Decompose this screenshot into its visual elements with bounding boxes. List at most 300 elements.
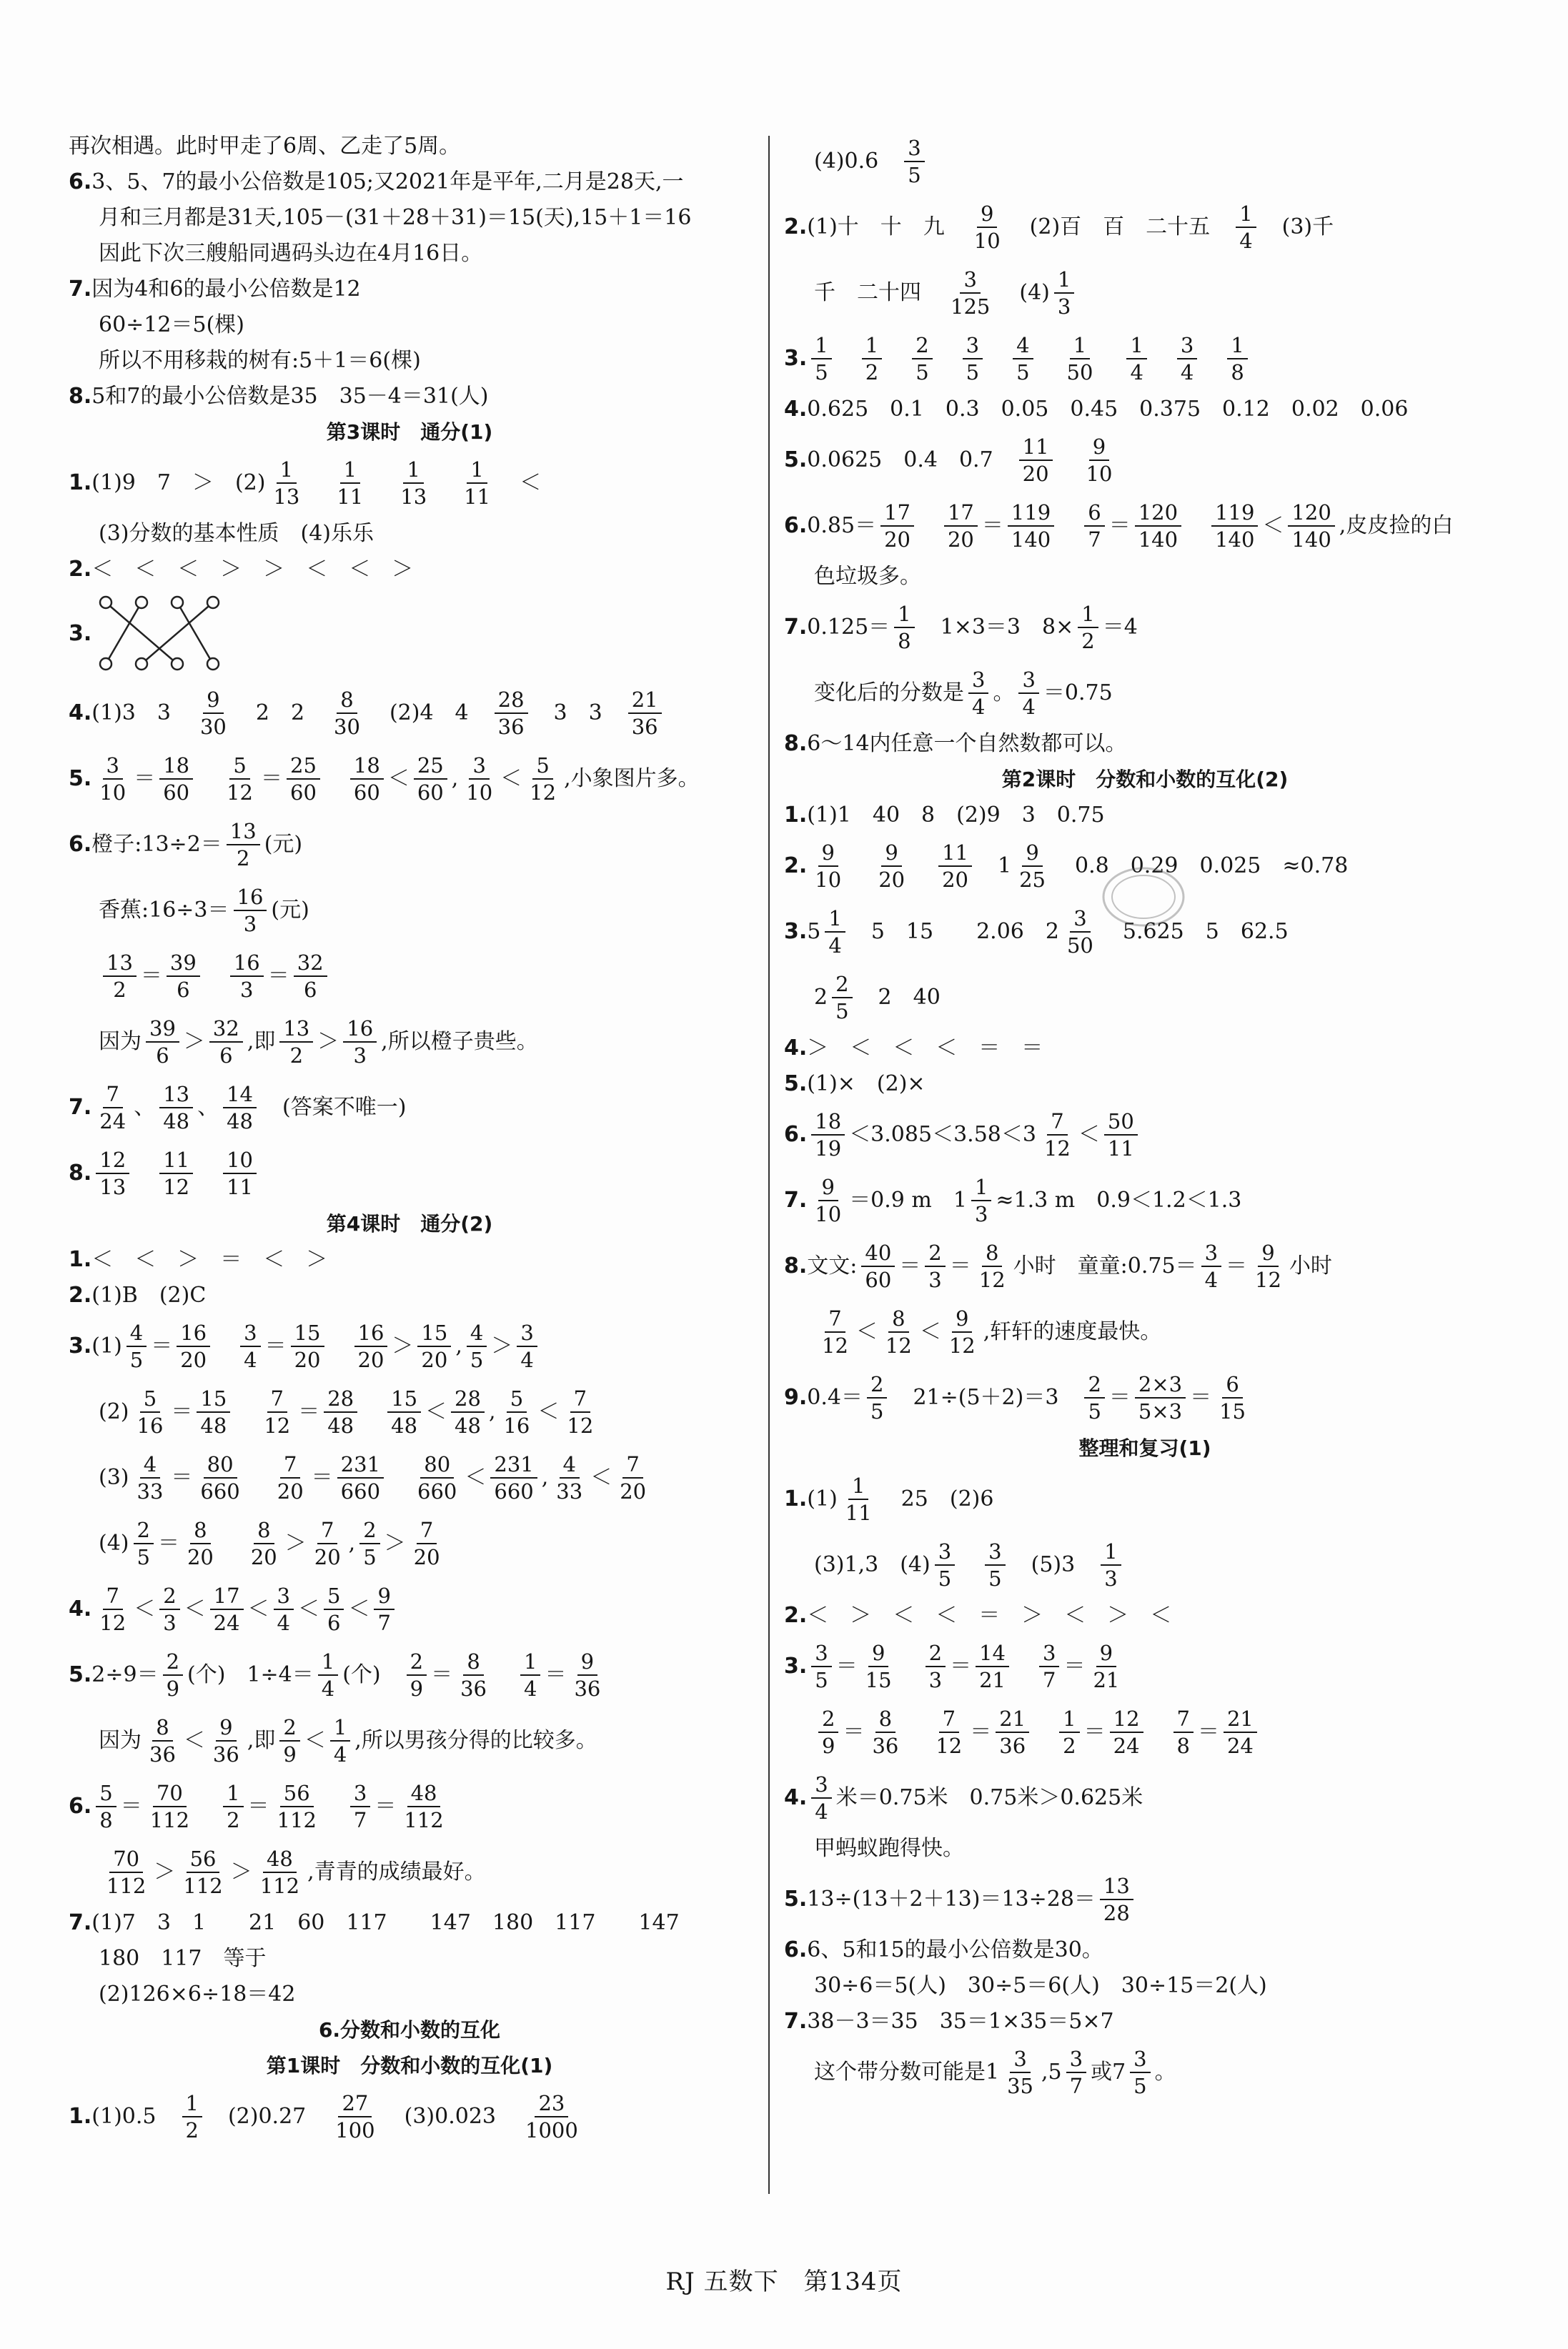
match-line: [106, 602, 142, 664]
answer-line: [69, 746, 750, 812]
fraction: [1135, 1371, 1186, 1424]
answer-text: 60÷12＝5(棵): [99, 312, 244, 337]
answer-text: [906, 1717, 928, 1748]
answer-text: 。: [993, 680, 1015, 705]
denominator: 660: [417, 1479, 457, 1504]
answer-text: ＞: [317, 1029, 339, 1054]
numerator: 11: [938, 840, 972, 867]
fraction: [279, 1015, 313, 1068]
numerator: 17: [210, 1583, 244, 1610]
question-number: 1.: [69, 2104, 92, 2129]
fraction: [410, 1517, 444, 1570]
answer-text: (个): [342, 1662, 402, 1687]
answer-line: [69, 164, 750, 200]
fraction: [1063, 332, 1097, 385]
answer-text: ＞: [491, 1334, 513, 1359]
answer-text: 0.125＝: [807, 615, 890, 640]
numerator: 16: [230, 950, 264, 977]
question-number: 6.: [784, 1122, 808, 1147]
numerator: 3: [240, 1320, 260, 1347]
denominator: 5: [988, 1566, 1002, 1591]
answer-text: [900, 1651, 921, 1682]
fraction: [996, 1706, 1029, 1759]
answer-text: (3)0.023: [382, 2104, 517, 2129]
denominator: 4: [244, 1348, 257, 1372]
denominator: 112: [259, 1874, 300, 1898]
fraction: [146, 1015, 179, 1068]
numerator: 48: [407, 1780, 441, 1807]
numerator: 9: [1096, 1640, 1116, 1667]
numerator: 25: [287, 753, 320, 780]
numerator: 1: [1126, 332, 1146, 359]
answer-text: ＜3.085＜3.58＜3: [849, 1122, 1036, 1147]
fraction: [163, 1649, 183, 1702]
denominator: 112: [106, 1874, 147, 1898]
denominator: 36: [574, 1677, 601, 1701]
numerator: 1: [1059, 1706, 1079, 1733]
fraction: [209, 1714, 243, 1767]
question-number: 6.: [784, 1937, 808, 1962]
question-number: 6.: [784, 513, 808, 538]
fraction: [1101, 1539, 1121, 1591]
denominator: 5: [870, 1399, 884, 1424]
denominator: 9: [822, 1734, 835, 1758]
answer-line: [69, 1708, 750, 1774]
answer-line: [69, 516, 750, 552]
numerator: 7: [317, 1517, 337, 1544]
answer-text: ＝: [374, 1794, 397, 1819]
answer-line: [784, 2004, 1506, 2040]
numerator: 2: [134, 1517, 154, 1544]
fraction: [495, 687, 528, 740]
numerator: 2: [926, 1640, 946, 1667]
numerator: 11: [1019, 434, 1053, 461]
numerator: 4: [560, 1451, 580, 1479]
denominator: 36: [149, 1742, 176, 1767]
answer-line: [784, 1765, 1506, 1831]
numerator: 5: [96, 1780, 116, 1807]
fraction: [287, 753, 320, 805]
fraction: [96, 753, 129, 805]
answer-text: [836, 343, 858, 374]
answer-line: [69, 129, 750, 164]
denominator: 20: [250, 1545, 277, 1569]
numerator: 13: [279, 1015, 313, 1043]
numerator: 1: [1078, 601, 1098, 628]
numerator: 3: [1177, 332, 1197, 359]
numerator: 9: [1258, 1240, 1278, 1267]
fraction: [517, 1320, 537, 1373]
fraction: [1089, 1640, 1123, 1693]
match-node: [100, 597, 111, 608]
answer-text: (1)1 40 8 (2)9 3 0.75: [807, 803, 1105, 828]
denominator: 24: [213, 1611, 240, 1635]
numerator: 8: [254, 1517, 274, 1544]
answer-text: [388, 1462, 410, 1494]
answer-text: ＝: [247, 1794, 269, 1819]
denominator: 5: [137, 1545, 150, 1569]
answer-line: [784, 1365, 1506, 1431]
answer-text: ＝: [1108, 513, 1131, 538]
denominator: 4: [815, 1799, 828, 1824]
numerator: 3: [1201, 1240, 1221, 1267]
answer-text: [849, 850, 870, 882]
match-node: [136, 658, 147, 670]
denominator: 3: [974, 1202, 988, 1226]
numerator: 7: [1047, 1108, 1067, 1136]
numerator: 80: [420, 1451, 454, 1479]
fraction: [1104, 1108, 1138, 1161]
answer-text: ＞: [154, 1859, 176, 1884]
fraction: [451, 1386, 485, 1439]
answer-text: (1)× (2)×: [807, 1071, 926, 1096]
answer-text: ＝: [981, 513, 1003, 538]
answer-text: [324, 1791, 346, 1822]
fraction: [184, 1517, 217, 1570]
question-number: 1.: [69, 1247, 92, 1272]
answer-line: [69, 878, 750, 943]
answer-text: 这个带分数可能是1: [814, 2060, 1000, 2085]
answer-text: ＝: [261, 766, 282, 791]
fraction: [457, 1649, 490, 1702]
answer-text: [918, 510, 940, 542]
fraction: [257, 1846, 303, 1899]
numerator: 21: [628, 687, 662, 714]
answer-text: ,: [455, 1334, 462, 1359]
answer-text: [362, 1396, 383, 1428]
denominator: 140: [1138, 527, 1179, 552]
answer-text: [1057, 445, 1078, 476]
fraction: [291, 1320, 324, 1373]
question-number: 6.: [69, 169, 92, 194]
fraction: [210, 1583, 244, 1636]
fraction: [811, 1640, 831, 1693]
denominator: 11: [464, 485, 491, 509]
numerator: 25: [414, 753, 447, 780]
numerator: 1: [223, 1780, 243, 1807]
numerator: 2: [359, 1517, 379, 1544]
numerator: 1: [811, 332, 831, 359]
answer-text: ＝0.9 m 1: [849, 1188, 967, 1213]
fraction: [227, 818, 260, 871]
answer-text: ＜: [184, 1596, 206, 1622]
fraction: [223, 1081, 257, 1134]
answer-text: 0.0625 0.4 0.7: [807, 447, 1015, 472]
numerator: 3: [1018, 667, 1038, 694]
denominator: 13: [99, 1175, 126, 1199]
denominator: 7: [377, 1611, 391, 1635]
denominator: 11: [337, 485, 364, 509]
numerator: 2: [163, 1649, 183, 1676]
denominator: 60: [417, 780, 444, 805]
fraction: [875, 840, 908, 893]
denominator: 15: [1219, 1399, 1246, 1424]
numerator: 18: [350, 753, 384, 780]
answer-text: 再次相遇。此时甲走了6周、乙走了5周。: [69, 134, 461, 159]
fraction: [417, 1320, 451, 1373]
section-heading: [69, 2048, 750, 2084]
question-number: 8.: [784, 731, 808, 756]
answer-text: (2)百 百 二十五: [1008, 214, 1232, 239]
denominator: 16: [503, 1414, 530, 1438]
fraction: [274, 1780, 320, 1833]
answer-text: (2)4 4: [367, 700, 490, 725]
fraction: [330, 1714, 350, 1767]
answer-text: 第2课时 分数和小数的互化(2): [1001, 768, 1289, 791]
question-number: 3.: [784, 919, 808, 944]
question-number: 3.: [784, 346, 808, 371]
page-footer: RJ 五数下 第134页: [665, 2268, 903, 2296]
denominator: 6: [177, 978, 190, 1002]
answer-line: [69, 200, 750, 236]
answer-line: [784, 1233, 1506, 1299]
answer-line: [69, 1576, 750, 1642]
denominator: 21: [979, 1668, 1006, 1692]
fraction: [387, 1386, 421, 1439]
denominator: 11: [1107, 1136, 1134, 1161]
question-number: 2.: [784, 214, 808, 239]
fraction: [1110, 1706, 1143, 1759]
fraction: [811, 1108, 845, 1161]
fraction: [904, 135, 924, 188]
numerator: 3: [904, 135, 924, 162]
answer-text: (1)3 3: [91, 700, 192, 725]
numerator: 21: [1224, 1706, 1257, 1733]
answer-line: [69, 1278, 750, 1313]
answer-text: 、: [197, 1095, 219, 1120]
answer-line: [784, 1532, 1506, 1598]
answer-line: [69, 1642, 750, 1708]
answer-text: ＝: [171, 1399, 193, 1424]
denominator: 8: [1176, 1734, 1190, 1758]
question-number: 8.: [784, 1253, 808, 1278]
answer-text: 0.85＝: [807, 513, 877, 538]
fraction: [862, 1640, 895, 1693]
answer-text: 0.4＝: [807, 1385, 863, 1410]
numerator: 2×3: [1135, 1371, 1186, 1399]
fraction: [971, 201, 1004, 254]
answer-text: 或7: [1091, 2060, 1126, 2085]
fraction: [1084, 500, 1104, 552]
denominator: 140: [1291, 527, 1331, 552]
answer-text: ＝: [1226, 1253, 1248, 1278]
answer-text: ＝: [1190, 1385, 1212, 1410]
answer-line: [69, 379, 750, 414]
denominator: 20: [942, 868, 968, 892]
fraction: [159, 753, 193, 805]
denominator: 2: [1063, 1734, 1076, 1758]
fraction: [842, 1473, 875, 1526]
denominator: 36: [497, 715, 525, 739]
numerator: 9: [1022, 840, 1042, 867]
question-number: 3.: [69, 621, 92, 646]
numerator: 9: [977, 201, 997, 228]
answer-text: 色垃圾多。: [814, 564, 921, 589]
denominator: 12: [530, 780, 557, 805]
denominator: 5: [908, 163, 921, 187]
fraction: [324, 1583, 344, 1636]
answer-text: ≈1.3 m 0.9＜1.2＜1.3: [996, 1188, 1242, 1213]
denominator: 140: [1011, 527, 1051, 552]
fraction: [963, 332, 983, 385]
answer-text: (3): [99, 1465, 129, 1490]
denominator: 20: [187, 1545, 214, 1569]
fraction: [467, 1320, 487, 1373]
denominator: 48: [327, 1414, 354, 1438]
fraction: [96, 1147, 129, 1200]
answer-text: [1058, 510, 1080, 542]
fraction: [397, 457, 430, 510]
answer-text: 第3课时 通分(1): [326, 420, 493, 444]
answer-line: [69, 812, 750, 878]
numerator: 1: [520, 1649, 540, 1676]
answer-line: [784, 1831, 1506, 1867]
denominator: 4: [524, 1677, 537, 1701]
answer-line: [69, 1511, 750, 1576]
numerator: 9: [868, 1640, 888, 1667]
denominator: 48: [391, 1414, 418, 1438]
denominator: 12: [948, 1334, 976, 1358]
numerator: 3: [968, 667, 988, 694]
answer-line: [69, 2084, 750, 2150]
answer-text: ＞: [284, 1531, 307, 1556]
denominator: 9: [410, 1677, 424, 1701]
fraction: [1078, 601, 1098, 654]
numerator: 120: [1135, 500, 1181, 527]
answer-line: [784, 1168, 1506, 1233]
numerator: 3: [811, 1640, 831, 1667]
fraction: [1126, 332, 1146, 385]
fraction: [938, 840, 972, 893]
numerator: 9: [952, 1306, 972, 1333]
match-node: [172, 597, 183, 608]
denominator: 4: [828, 933, 842, 958]
answer-text: 千 二十四: [814, 280, 943, 305]
numerator: 3: [469, 753, 489, 780]
numerator: 28: [451, 1386, 485, 1413]
denominator: 9: [283, 1742, 297, 1767]
fraction: [628, 687, 662, 740]
fraction: [134, 1451, 167, 1504]
numerator: 2: [407, 1649, 427, 1676]
numerator: 120: [1288, 500, 1334, 527]
denominator: 3: [243, 912, 257, 936]
answer-text: 、: [134, 1095, 156, 1120]
answer-line: [69, 1242, 750, 1278]
numerator: 1: [1070, 332, 1090, 359]
fraction: [880, 500, 914, 552]
numerator: 7: [103, 1081, 123, 1108]
answer-text: 3、5、7的最小公倍数是105;又2021年是平年,二月是28天,一: [91, 169, 684, 194]
numerator: 6: [1222, 1371, 1242, 1399]
denominator: 3: [928, 1268, 942, 1292]
numerator: 17: [944, 500, 978, 527]
question-number: 5.: [784, 447, 808, 472]
fraction: [1100, 1873, 1133, 1926]
denominator: 10: [99, 780, 126, 805]
fraction: [146, 1714, 179, 1767]
denominator: 4: [1130, 360, 1143, 384]
fraction: [811, 840, 845, 893]
question-number: 5.: [784, 1887, 808, 1912]
fraction: [968, 667, 988, 720]
answer-text: [495, 1659, 516, 1691]
answer-text: ＝: [431, 1662, 453, 1687]
numerator: 2: [1084, 1371, 1104, 1399]
numerator: 21: [996, 1706, 1029, 1733]
denominator: 9: [166, 1677, 180, 1701]
answer-line: [784, 493, 1506, 559]
answer-text: (答案不唯一): [261, 1095, 407, 1120]
answer-text: 3 3: [532, 700, 624, 725]
fraction: [1003, 2046, 1037, 2099]
answer-text: 甲蚂蚁跑得快。: [814, 1836, 964, 1861]
numerator: 3: [1070, 905, 1090, 933]
answer-text: ,青青的成绩最好。: [307, 1859, 486, 1884]
fraction: [209, 1015, 243, 1068]
fraction: [354, 1320, 388, 1373]
question-number: 4.: [784, 397, 808, 422]
denominator: 20: [878, 868, 905, 892]
numerator: 13: [1100, 1873, 1133, 1900]
denominator: 20: [421, 1348, 448, 1372]
fraction: [1041, 1108, 1074, 1161]
numerator: 16: [343, 1015, 377, 1043]
answer-text: 小时 童童:0.75＝: [1013, 1253, 1197, 1278]
question-number: 4.: [69, 1596, 92, 1622]
fraction: [240, 1320, 260, 1373]
fraction: [1224, 1706, 1257, 1759]
denominator: 660: [200, 1479, 240, 1504]
fraction: [944, 500, 978, 552]
question-number: 7.: [69, 1095, 92, 1120]
answer-line: [784, 1466, 1506, 1532]
numerator: 12: [1110, 1706, 1143, 1733]
answer-line: [784, 1867, 1506, 1932]
numerator: 231: [490, 1451, 537, 1479]
denominator: 4: [972, 695, 986, 719]
answer-line: [69, 272, 750, 307]
answer-line: [784, 1102, 1506, 1168]
fraction: [359, 1517, 379, 1570]
answer-text: ,即: [247, 1029, 276, 1054]
numerator: 4: [126, 1320, 147, 1347]
answer-text: ＝: [1083, 1719, 1106, 1744]
numerator: 1: [848, 1473, 868, 1500]
denominator: 5: [916, 360, 929, 384]
answer-text: 2 40: [856, 985, 941, 1010]
denominator: 2: [865, 360, 879, 384]
numerator: 15: [197, 1386, 230, 1413]
answer-text: ＜: [304, 1728, 326, 1753]
answer-text: 月和三月都是31天,105－(31＋28＋31)＝15(天),15＋1＝16: [99, 205, 692, 230]
numerator: 14: [223, 1081, 257, 1108]
denominator: 12: [163, 1175, 190, 1199]
answer-text: [1201, 343, 1223, 374]
fraction: [1211, 500, 1258, 552]
answer-text: ＜: [183, 1728, 205, 1753]
denominator: 140: [1215, 527, 1255, 552]
denominator: 10: [973, 229, 1001, 253]
fraction: [269, 457, 303, 510]
numerator: 3: [963, 332, 983, 359]
fraction: [318, 1649, 338, 1702]
denominator: 100: [335, 2118, 375, 2142]
answer-text: (4)0.6: [814, 149, 900, 174]
denominator: 3: [1104, 1566, 1118, 1591]
answer-text: [197, 1158, 219, 1189]
numerator: 9: [577, 1649, 597, 1676]
